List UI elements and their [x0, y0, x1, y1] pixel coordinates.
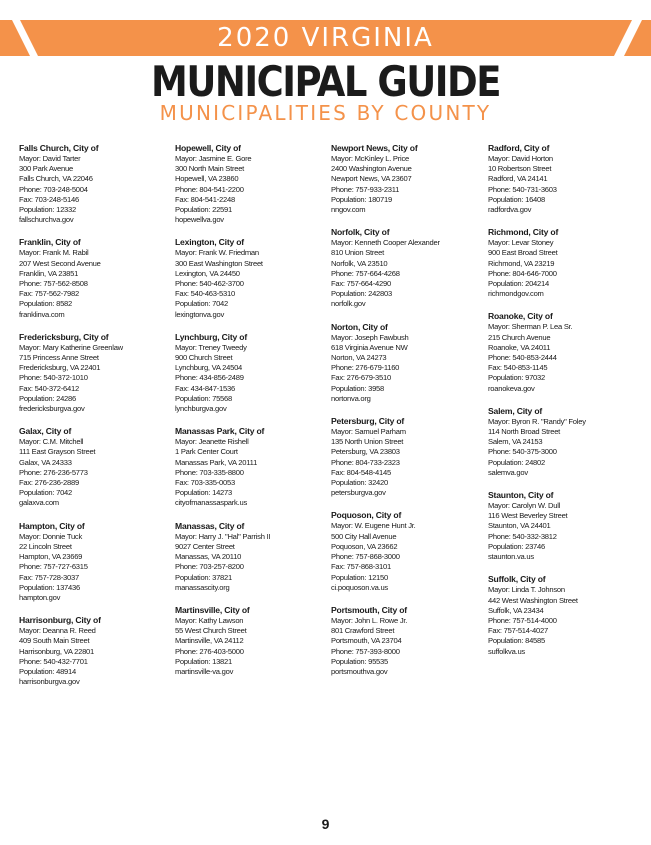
municipality-detail-line: franklinva.com [19, 309, 65, 319]
municipality-detail-line: radfordva.gov [488, 205, 532, 215]
column-4 [488, 142, 643, 668]
municipality-detail-line: Population: 8582 [19, 299, 73, 309]
municipality-detail-line: 114 North Broad Street [488, 427, 561, 437]
municipality-detail-line: Population: 242803 [331, 289, 392, 299]
municipality-detail-line: Phone: 540-731-3603 [488, 184, 557, 194]
municipality-detail-line: 810 Union Street [331, 248, 384, 258]
municipality-detail-line: Population: 32420 [331, 478, 388, 488]
municipality-detail-line: Suffolk, VA 23434 [488, 605, 544, 615]
municipality-detail-line: Phone: 540-372-1010 [19, 373, 88, 383]
municipality-detail-line: Mayor: Jeanette Rishell [175, 437, 249, 447]
municipality-detail-line: Phone: 757-393-8000 [331, 646, 400, 656]
municipality-detail-line: 1 Park Center Court [175, 447, 238, 457]
municipality-detail-line: Mayor: C.M. Mitchell [19, 437, 84, 447]
municipality-detail-line: 2400 Washington Avenue [331, 164, 412, 174]
municipality-detail-line: lexingtonva.gov [175, 309, 225, 319]
municipality-detail-line: Population: 14273 [175, 488, 232, 498]
municipality-name: Lynchburg, City of [175, 331, 247, 342]
municipality-name: Fredericksburg, City of [19, 331, 109, 342]
municipality-detail-line: martinsville-va.gov [175, 666, 234, 676]
banner-text: 2020 VIRGINIA [217, 23, 434, 53]
municipality-detail-line: Falls Church, VA 22046 [19, 174, 93, 184]
municipality-entry [175, 604, 330, 677]
municipality-detail-line: Phone: 540-332-3812 [488, 531, 557, 541]
municipality-detail-line: Mayor: Byron R. "Randy" Foley [488, 416, 586, 426]
municipality-detail-line: Phone: 276-236-5773 [19, 467, 88, 477]
municipality-detail-line: Phone: 703-248-5004 [19, 184, 88, 194]
page-number: 9 [321, 816, 330, 832]
municipality-entry [19, 236, 174, 319]
municipality-detail-line: Phone: 276-403-5000 [175, 646, 244, 656]
municipality-detail-line: Phone: 540-853-2444 [488, 353, 557, 363]
municipality-detail-line: 900 Church Street [175, 353, 233, 363]
municipality-detail-line: Phone: 703-335-8800 [175, 467, 244, 477]
municipality-detail-line: Population: 3958 [331, 383, 385, 393]
municipality-entry [19, 142, 174, 225]
municipality-detail-line: Fax: 804-541-2248 [175, 194, 235, 204]
municipality-detail-line: Mayor: Sherman P. Lea Sr. [488, 322, 573, 332]
column-2 [175, 142, 330, 688]
municipality-detail-line: Mayor: John L. Rowe Jr. [331, 615, 408, 625]
municipality-detail-line: Fax: 757-562-7982 [19, 289, 79, 299]
municipality-detail-line: Fax: 540-372-6412 [19, 383, 79, 393]
municipality-detail-line: Fax: 540-463-5310 [175, 289, 235, 299]
municipality-detail-line: Lexington, VA 24450 [175, 268, 240, 278]
municipality-detail-line: Population: 97032 [488, 373, 545, 383]
municipality-name: Portsmouth, City of [331, 604, 407, 615]
municipality-name: Galax, City of [19, 426, 72, 437]
municipality-detail-line: Staunton, VA 24401 [488, 521, 551, 531]
municipality-entry [19, 331, 174, 414]
municipality-detail-line: richmondgov.com [488, 289, 544, 299]
municipality-detail-line: Population: 180719 [331, 194, 392, 204]
municipality-entry [488, 489, 643, 562]
municipality-detail-line: Salem, VA 24153 [488, 437, 543, 447]
municipality-detail-line: Phone: 703-257-8200 [175, 562, 244, 572]
municipality-detail-line: 215 Church Avenue [488, 332, 551, 342]
municipality-name: Hopewell, City of [175, 143, 241, 153]
municipality-detail-line: Mayor: Deanna R. Reed [19, 626, 96, 636]
municipality-detail-line: lynchburgva.gov [175, 404, 227, 414]
municipality-detail-line: Phone: 804-541-2200 [175, 184, 244, 194]
municipality-detail-line: Petersburg, VA 23803 [331, 447, 400, 457]
municipality-detail-line: 442 West Washington Street [488, 595, 578, 605]
municipality-detail-line: Population: 16408 [488, 194, 545, 204]
municipality-detail-line: Lynchburg, VA 24504 [175, 363, 243, 373]
municipality-entry [331, 226, 486, 309]
municipality-detail-line: Fax: 434-847-1536 [175, 383, 235, 393]
municipality-detail-line: 715 Princess Anne Street [19, 353, 99, 363]
municipality-name: Newport News, City of [331, 143, 418, 153]
municipality-detail-line: Population: 12332 [19, 205, 76, 215]
municipality-detail-line: nortonva.org [331, 393, 371, 403]
municipality-detail-line: 300 North Main Street [175, 164, 245, 174]
municipality-name: Manassas Park, City of [175, 426, 265, 437]
municipality-name: Lexington, City of [175, 237, 244, 248]
municipality-detail-line: Mayor: Mary Katherine Greenlaw [19, 342, 123, 352]
municipality-detail-line: Mayor: Donnie Tuck [19, 531, 83, 541]
municipality-entry [488, 310, 643, 393]
municipality-detail-line: Population: 22591 [175, 205, 232, 215]
municipality-detail-line: Harrisonburg, VA 22801 [19, 646, 94, 656]
municipality-detail-line: portsmouthva.gov [331, 666, 388, 676]
municipality-detail-line: Fax: 276-679-3510 [331, 373, 391, 383]
municipality-detail-line: Mayor: Frank M. Rabil [19, 248, 89, 258]
municipality-detail-line: 22 Lincoln Street [19, 541, 72, 551]
municipality-detail-line: Population: 23746 [488, 541, 545, 551]
municipality-entry [488, 573, 643, 656]
municipality-detail-line: salemva.gov [488, 467, 528, 477]
municipality-detail-line: Phone: 540-375-3000 [488, 447, 557, 457]
municipality-detail-line: petersburgva.gov [331, 488, 386, 498]
municipality-name: Hampton, City of [19, 520, 85, 531]
municipality-detail-line: Mayor: Samuel Parham [331, 427, 406, 437]
municipality-name: Martinsville, City of [175, 604, 250, 615]
municipality-name: Harrisonburg, City of [19, 615, 101, 626]
municipality-detail-line: 9027 Center Street [175, 541, 235, 551]
municipality-detail-line: manassascity.org [175, 582, 230, 592]
municipality-detail-line: Phone: 804-646-7000 [488, 268, 557, 278]
municipality-name: Salem, City of [488, 405, 543, 416]
municipality-detail-line: Population: 7042 [175, 299, 229, 309]
municipality-entry [175, 142, 330, 225]
municipality-name: Manassas, City of [175, 520, 245, 531]
municipality-detail-line: 409 South Main Street [19, 636, 90, 646]
municipality-detail-line: Fax: 703-335-0053 [175, 478, 235, 488]
municipality-entry [175, 331, 330, 414]
municipality-name: Roanoke, City of [488, 311, 553, 322]
column-3 [331, 142, 486, 688]
municipality-entry [488, 405, 643, 478]
municipality-detail-line: Newport News, VA 23607 [331, 174, 412, 184]
municipality-detail-line: Population: 84585 [488, 636, 545, 646]
municipality-detail-line: hampton.gov [19, 592, 61, 602]
municipality-entry [331, 415, 486, 498]
municipality-detail-line: 116 West Beverley Street [488, 511, 568, 521]
municipality-detail-line: 618 Virginia Avenue NW [331, 342, 408, 352]
municipality-detail-line: harrisonburgva.gov [19, 677, 80, 687]
municipality-detail-line: Phone: 276-679-1160 [331, 363, 400, 373]
municipality-name: Norfolk, City of [331, 227, 390, 238]
municipality-entry [175, 520, 330, 593]
column-1 [19, 142, 174, 698]
municipality-detail-line: fallschurchva.gov [19, 215, 74, 225]
municipality-detail-line: Phone: 757-933-2311 [331, 184, 400, 194]
municipality-detail-line: Phone: 757-868-3000 [331, 552, 400, 562]
municipality-detail-line: Portsmouth, VA 23704 [331, 636, 402, 646]
municipality-detail-line: Population: 7042 [19, 488, 73, 498]
municipality-detail-line: Fredericksburg, VA 22401 [19, 363, 101, 373]
municipality-detail-line: 500 City Hall Avenue [331, 531, 397, 541]
municipality-detail-line: hopewellva.gov [175, 215, 224, 225]
municipality-detail-line: Phone: 757-664-4268 [331, 268, 400, 278]
page-title: MUNICIPAL GUIDE [151, 58, 500, 107]
municipality-name: Falls Church, City of [19, 143, 99, 153]
municipality-name: Poquoson, City of [331, 510, 402, 521]
municipality-detail-line: Poquoson, VA 23662 [331, 541, 398, 551]
municipality-name: Radford, City of [488, 143, 550, 153]
municipality-detail-line: Norfolk, VA 23510 [331, 258, 388, 268]
municipality-name: Petersburg, City of [331, 416, 405, 427]
municipality-detail-line: 207 West Second Avenue [19, 258, 101, 268]
municipality-detail-line: fredericksburgva.gov [19, 404, 85, 414]
municipality-detail-line: ci.poquoson.va.us [331, 582, 388, 592]
municipality-detail-line: Mayor: Levar Stoney [488, 238, 554, 248]
municipality-detail-line: 801 Crawford Street [331, 626, 395, 636]
municipality-detail-line: Population: 204214 [488, 279, 549, 289]
municipality-detail-line: Population: 37821 [175, 572, 232, 582]
municipality-detail-line: 300 East Washington Street [175, 258, 263, 268]
municipality-detail-line: Mayor: David Horton [488, 154, 553, 163]
municipality-detail-line: Mayor: Kathy Lawson [175, 615, 244, 625]
municipality-name: Staunton, City of [488, 490, 554, 501]
municipality-entry [19, 520, 174, 603]
municipality-detail-line: Phone: 757-562-8508 [19, 279, 88, 289]
municipality-detail-line: Phone: 804-733-2323 [331, 457, 400, 467]
municipality-detail-line: staunton.va.us [488, 552, 534, 562]
municipality-detail-line: Population: 24286 [19, 393, 76, 403]
municipality-entry [331, 509, 486, 592]
municipality-detail-line: Population: 48914 [19, 666, 76, 676]
municipality-detail-line: Manassas Park, VA 20111 [175, 457, 258, 467]
municipality-detail-line: Mayor: Carolyn W. Dull [488, 501, 561, 511]
municipality-detail-line: Mayor: Treney Tweedy [175, 342, 247, 352]
municipality-detail-line: roanokeva.gov [488, 383, 535, 393]
municipality-detail-line: Mayor: McKinley L. Price [331, 154, 409, 163]
municipality-detail-line: Phone: 757-514-4000 [488, 615, 557, 625]
municipality-detail-line: Mayor: W. Eugene Hunt Jr. [331, 521, 416, 531]
municipality-detail-line: suffolkva.us [488, 646, 525, 656]
municipality-detail-line: Mayor: Joseph Fawbush [331, 332, 409, 342]
municipality-detail-line: cityofmanassaspark.us [175, 498, 247, 508]
municipality-detail-line: 111 East Grayson Street [19, 447, 96, 457]
municipality-detail-line: Population: 13821 [175, 656, 232, 666]
municipality-detail-line: Mayor: David Tarter [19, 154, 81, 163]
municipality-detail-line: Mayor: Kenneth Cooper Alexander [331, 238, 440, 248]
page-subtitle: MUNICIPALITIES BY COUNTY [159, 101, 492, 125]
municipality-detail-line: Phone: 434-856-2489 [175, 373, 244, 383]
municipality-detail-line: Galax, VA 24333 [19, 457, 72, 467]
municipality-detail-line: Fax: 804-548-4145 [331, 467, 391, 477]
municipality-detail-line: Phone: 757-727-6315 [19, 562, 88, 572]
municipality-name: Franklin, City of [19, 237, 81, 248]
municipality-entry [175, 425, 330, 508]
municipality-detail-line: Population: 75568 [175, 393, 232, 403]
municipality-detail-line: Hampton, VA 23669 [19, 552, 83, 562]
municipality-detail-line: Mayor: Jasmine E. Gore [175, 154, 252, 163]
municipality-entry [331, 604, 486, 677]
municipality-entry [488, 226, 643, 299]
municipality-detail-line: Manassas, VA 20110 [175, 552, 242, 562]
municipality-entry [19, 614, 174, 687]
municipality-detail-line: Mayor: Frank W. Friedman [175, 248, 259, 258]
municipality-entry [488, 142, 643, 215]
municipality-detail-line: 900 East Broad Street [488, 248, 558, 258]
municipality-detail-line: Population: 137436 [19, 582, 80, 592]
municipality-detail-line: Richmond, VA 23219 [488, 258, 555, 268]
municipality-name: Norton, City of [331, 321, 388, 332]
municipality-detail-line: Mayor: Linda T. Johnson [488, 585, 565, 595]
municipality-detail-line: 10 Robertson Street [488, 164, 552, 174]
municipality-detail-line: Fax: 540-853-1145 [488, 363, 548, 373]
municipality-detail-line: Mayor: Harry J. "Hal" Parrish II [175, 531, 271, 541]
municipality-entry [19, 425, 174, 508]
municipality-detail-line: galaxva.com [19, 498, 59, 508]
municipality-entry [331, 321, 486, 404]
municipality-entry [331, 142, 486, 215]
municipality-detail-line: Population: 95535 [331, 656, 388, 666]
municipality-detail-line: Hopewell, VA 23860 [175, 174, 239, 184]
municipality-entry [175, 236, 330, 319]
municipality-detail-line: Population: 24802 [488, 457, 545, 467]
municipality-detail-line: norfolk.gov [331, 299, 366, 309]
municipality-detail-line: 55 West Church Street [175, 626, 247, 636]
municipality-detail-line: Phone: 540-462-3700 [175, 279, 244, 289]
municipality-detail-line: 135 North Union Street [331, 437, 404, 447]
municipality-detail-line: Roanoke, VA 24011 [488, 342, 551, 352]
municipality-detail-line: Fax: 757-664-4290 [331, 279, 391, 289]
municipality-detail-line: Fax: 703-248-5146 [19, 194, 79, 204]
municipality-detail-line: Fax: 757-868-3101 [331, 562, 391, 572]
municipality-detail-line: Fax: 757-514-4027 [488, 626, 548, 636]
municipality-detail-line: Franklin, VA 23851 [19, 268, 79, 278]
municipality-detail-line: Radford, VA 24141 [488, 174, 548, 184]
municipality-detail-line: Fax: 276-236-2889 [19, 478, 79, 488]
municipality-detail-line: Martinsville, VA 24112 [175, 636, 244, 646]
municipality-name: Richmond, City of [488, 227, 559, 238]
municipality-detail-line: 300 Park Avenue [19, 164, 73, 174]
municipality-detail-line: Norton, VA 24273 [331, 353, 387, 363]
municipality-name: Suffolk, City of [488, 574, 546, 585]
municipality-detail-line: Fax: 757-728-3037 [19, 572, 79, 582]
municipality-detail-line: Population: 12150 [331, 572, 388, 582]
municipality-detail-line: nngov.com [331, 205, 366, 215]
municipality-detail-line: Phone: 540-432-7701 [19, 656, 88, 666]
